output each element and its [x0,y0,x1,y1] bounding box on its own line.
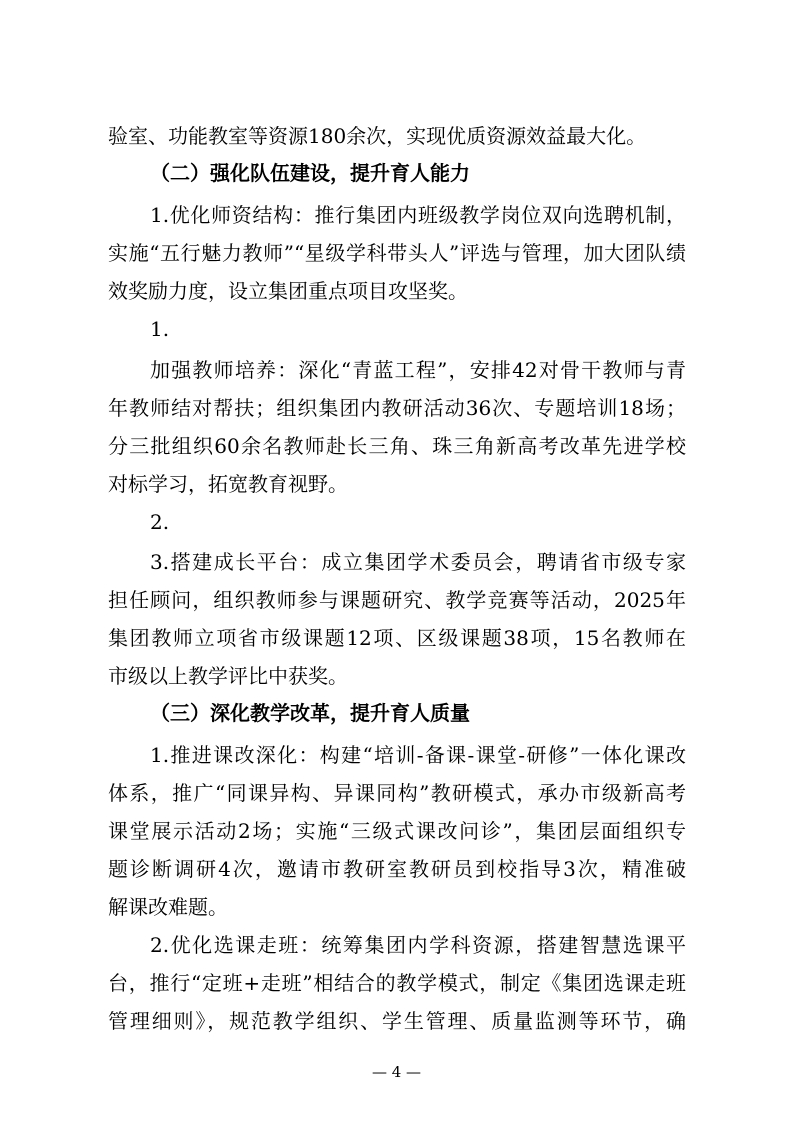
text-line: 1.推进课改深化：构建“培训-备课-课堂-研修”一体化课改 [150,743,686,767]
text-line: 管理细则》，规范教学组织、学生管理、质量监测等环节，确 [108,1009,686,1033]
text-line: 1.优化师资结构：推行集团内班级教学岗位双向选聘机制， [150,203,686,227]
text-line: 对标学习，拓宽教育视野。 [108,472,348,496]
text-line: 2.优化选课走班：统筹集团内学科资源，搭建智慧选课平 [150,933,686,957]
text-line: 体系，推广“同课异构、异课同构”教研模式，承办市级新高考 [108,781,686,805]
text-line: 3.搭建成长平台：成立集团学术委员会，聘请省市级专家 [150,550,686,574]
list-number: 2. [150,510,170,534]
section-heading-3: （三）深化教学改革，提升育人质量 [150,701,470,725]
text-line: 解课改难题。 [108,895,228,919]
page-number: — 4 — [371,1063,422,1081]
text-line: 分三批组织60余名教师赴长三角、珠三角新高考改革先进学校 [108,434,686,458]
text-line: 实施“五行魅力教师”“星级学科带头人”评选与管理，加大团队绩 [108,241,686,265]
text-line: 担任顾问，组织教师参与课题研究、教学竞赛等活动，2025年 [108,588,686,612]
text-line: 效奖励力度，设立集团重点项目攻坚奖。 [108,279,468,303]
text-line: 加强教师培养：深化“青蓝工程”，安排42对骨干教师与青 [150,358,686,382]
text-line: 台，推行“定班+走班”相结合的教学模式，制定《集团选课走班 [108,971,686,995]
text-line: 题诊断调研4次，邀请市教研室教研员到校指导3次，精准破 [108,857,686,881]
text-line: 课堂展示活动2场；实施“三级式课改问诊”，集团层面组织专 [108,819,686,843]
section-heading-2: （二）强化队伍建设，提升育人能力 [150,161,470,185]
text-line: 集团教师立项省市级课题12项、区级课题38项，15名教师在 [108,626,686,650]
text-line: 年教师结对帮扶；组织集团内教研活动36次、专题培训18场； [108,396,686,420]
text-line: 市级以上教学评比中获奖。 [108,664,348,688]
text-line: 验室、功能教室等资源180余次，实现优质资源效益最大化。 [108,124,647,148]
list-number: 1. [150,317,170,341]
